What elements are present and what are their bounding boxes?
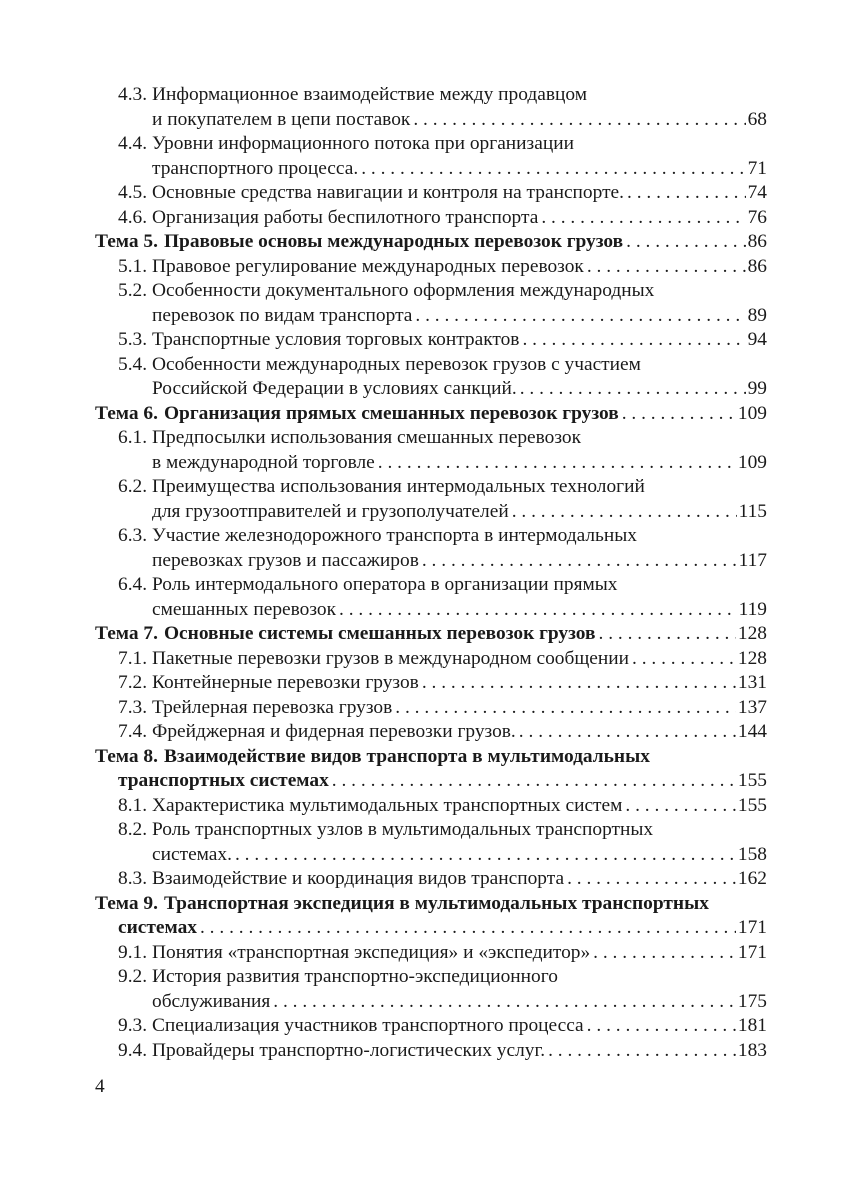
toc-entry-number: 6.4. [118,574,148,595]
dot-leader [412,304,745,329]
toc-entry-number: 9.2. [118,966,148,987]
toc-section-entry [95,1014,767,1039]
dot-leader [270,990,736,1015]
toc-page-number: 109 [737,402,767,424]
toc-entry-number: 6.2. [118,476,148,497]
toc-entry-title: Организация прямых смешанных перевозок грузов [163,402,619,424]
toc-entry-title: Особенности международных перевозок грузов с участием [152,353,641,375]
toc-entry-title: перевозках грузов и пассажиров [152,549,419,571]
toc-entry-title: обслуживания [152,990,271,1012]
toc-page-number: 158 [737,843,767,865]
toc-entry-title: смешанных перевозок [152,598,337,620]
toc-chapter-entry [95,745,767,794]
toc-entry-title: Взаимодействие и координация видов транспорта [152,868,565,889]
toc-page-number: 89 [747,304,767,326]
toc-section-entry [95,696,767,721]
toc-section-entry [95,475,767,524]
toc-entry-title: Взаимодействие видов транспорта в мультимодальных [163,745,650,767]
dot-leader [519,328,745,353]
dot-leader [584,255,746,280]
toc-entry-title: системах [118,917,197,938]
toc-entry-number: 4.5. [118,182,148,203]
toc-page-number: 71 [747,157,767,179]
toc-entry-number: Тема 6. [95,402,158,424]
dot-leader [517,377,746,402]
toc-section-entry [95,524,767,573]
toc-entry-title: в международной торговле [152,451,375,473]
toc-page-number: 137 [737,696,767,718]
toc-page-number: 144 [737,721,767,742]
toc-entry-number: Тема 7. [95,623,158,644]
toc-section-entry [95,426,767,475]
toc-entry-title: Основные средства навигации и контроля на транспорте. [152,182,624,203]
dot-leader [392,696,736,721]
toc-page-number: 155 [737,794,767,816]
toc-page-number: 86 [747,231,767,252]
dot-leader [584,1014,736,1039]
dot-leader [538,206,745,231]
toc-page-number: 162 [737,868,767,889]
toc-page-number: 171 [737,941,767,963]
table-of-contents [95,83,767,1063]
dot-leader [419,671,736,696]
toc-section-entry [95,794,767,819]
toc-entry-title: Преимущества использования интермодальных технологий [152,476,645,497]
dot-leader [329,769,736,794]
toc-entry-title: Информационное взаимодействие между продавцом [152,84,587,105]
toc-entry-number: 4.4. [118,133,148,154]
toc-page-number: 109 [737,451,767,473]
toc-section-entry [95,255,767,280]
toc-entry-title: и покупателем в цепи поставок [152,108,411,130]
toc-page-number: 76 [747,206,767,228]
toc-section-entry [95,818,767,867]
dot-leader [564,867,736,892]
toc-chapter-entry [95,230,767,255]
dot-leader [419,549,737,574]
toc-entry-number: 5.4. [118,353,148,375]
toc-section-entry [95,279,767,328]
toc-entry-title: Контейнерные перевозки грузов [152,672,419,693]
dot-leader [197,916,736,941]
dot-leader [410,108,745,133]
toc-entry-title: Правовые основы международных перевозок грузов [163,231,624,252]
toc-entry-number: 4.6. [118,206,148,228]
toc-entry-title: Транспортная экспедиция в мультимодальных транспортных [163,892,709,914]
toc-section-entry [95,181,767,206]
dot-leader [509,500,737,525]
toc-entry-number: 5.2. [118,280,148,301]
toc-page-number: 128 [737,647,767,669]
toc-entry-title: Российской Федерации в условиях санкций. [152,378,517,399]
dot-leader [624,181,746,206]
toc-entry-title: Провайдеры транспортно-логистических услуг. [152,1039,546,1061]
toc-entry-number: 7.1. [118,647,148,669]
toc-chapter-entry [95,892,767,941]
toc-entry-number: 9.3. [118,1015,148,1036]
toc-page-number: 181 [737,1015,767,1036]
toc-chapter-entry [95,402,767,427]
dot-leader [596,622,736,647]
toc-entry-number: 6.3. [118,525,148,546]
toc-entry-number: 7.3. [118,696,148,718]
dot-leader [336,598,737,623]
toc-entry-title: перевозок по видам транспорта [152,304,413,326]
toc-section-entry [95,328,767,353]
toc-page-number: 86 [747,255,767,277]
toc-entry-number: Тема 5. [95,231,158,252]
toc-entry-title: История развития транспортно-экспедиционного [152,966,558,987]
toc-entry-number: Тема 9. [95,892,158,914]
toc-section-entry [95,671,767,696]
toc-section-entry [95,132,767,181]
toc-entry-title: Правовое регулирование международных перевозок [152,255,584,277]
toc-entry-number: 6.1. [118,427,148,448]
toc-entry-title: Роль интермодального оператора в организации прямых [152,574,618,595]
toc-entry-title: Основные системы смешанных перевозок грузов [163,623,596,644]
toc-entry-title: Понятия «транспортная экспедиция» и «экспедитор» [152,941,591,963]
toc-page-number: 99 [747,378,767,399]
toc-page-number: 94 [747,329,767,350]
toc-entry-title: Пакетные перевозки грузов в международном сообщении [152,647,630,669]
toc-page-number: 115 [738,500,767,522]
toc-entry-title: системах. [152,843,232,865]
page-number: 4 [95,1076,105,1097]
toc-entry-title: Организация работы беспилотного транспорта [152,206,539,228]
toc-page-number: 175 [737,990,767,1012]
toc-entry-title: Предпосылки использования смешанных перевозок [152,427,582,448]
toc-entry-number: 7.2. [118,672,148,693]
toc-page-number: 117 [738,549,767,571]
toc-entry-title: Уровни информационного потока при организации [152,133,574,154]
toc-entry-title: Фрейджерная и фидерная перевозки грузов. [152,721,516,742]
toc-chapter-entry [95,622,767,647]
toc-section-entry [95,1039,767,1064]
dot-leader [623,230,745,255]
toc-entry-title: Специализация участников транспортного процесса [152,1015,584,1036]
toc-entry-number: 5.1. [118,255,148,277]
dot-leader [629,647,736,672]
toc-section-entry [95,867,767,892]
toc-page-number: 155 [737,770,767,791]
toc-page-number: 171 [737,917,767,938]
toc-entry-title: Характеристика мультимодальных транспортных систем [152,794,623,816]
toc-entry-title: Особенности документального оформления международных [152,280,655,301]
dot-leader [622,794,736,819]
toc-entry-title: Участие железнодорожного транспорта в интермодальных [152,525,637,546]
dot-leader [545,1039,736,1064]
toc-page-number: 68 [747,108,767,130]
toc-entry-number: 8.2. [118,819,148,840]
toc-entry-title: Роль транспортных узлов в мультимодальных транспортных [152,819,654,840]
toc-entry-number: 5.3. [118,329,148,350]
toc-entry-number: 9.4. [118,1039,148,1061]
dot-leader [516,720,736,745]
toc-page-number: 183 [737,1039,767,1061]
toc-page-number: 119 [738,598,767,620]
toc-section-entry [95,353,767,402]
dot-leader [358,157,745,182]
toc-entry-title: транспортных системах [118,770,329,791]
toc-page-number: 74 [747,182,767,203]
dot-leader [232,843,736,868]
toc-section-entry [95,83,767,132]
toc-entry-number: Тема 8. [95,745,158,767]
dot-leader [375,451,736,476]
toc-entry-number: 7.4. [118,721,148,742]
toc-section-entry [95,965,767,1014]
toc-entry-number: 9.1. [118,941,148,963]
toc-entry-title: транспортного процесса. [152,157,359,179]
toc-section-entry [95,720,767,745]
toc-section-entry [95,647,767,672]
toc-section-entry [95,941,767,966]
dot-leader [619,402,736,427]
toc-page-number: 128 [737,623,767,644]
toc-entry-number: 8.1. [118,794,148,816]
toc-entry-number: 4.3. [118,84,148,105]
toc-entry-title: Транспортные условия торговых контрактов [152,329,520,350]
toc-entry-number: 8.3. [118,868,148,889]
toc-entry-title: для грузоотправителей и грузополучателей [152,500,509,522]
dot-leader [590,941,736,966]
toc-page-number: 131 [737,672,767,693]
toc-section-entry [95,573,767,622]
toc-entry-title: Трейлерная перевозка грузов [152,696,393,718]
toc-section-entry [95,206,767,231]
